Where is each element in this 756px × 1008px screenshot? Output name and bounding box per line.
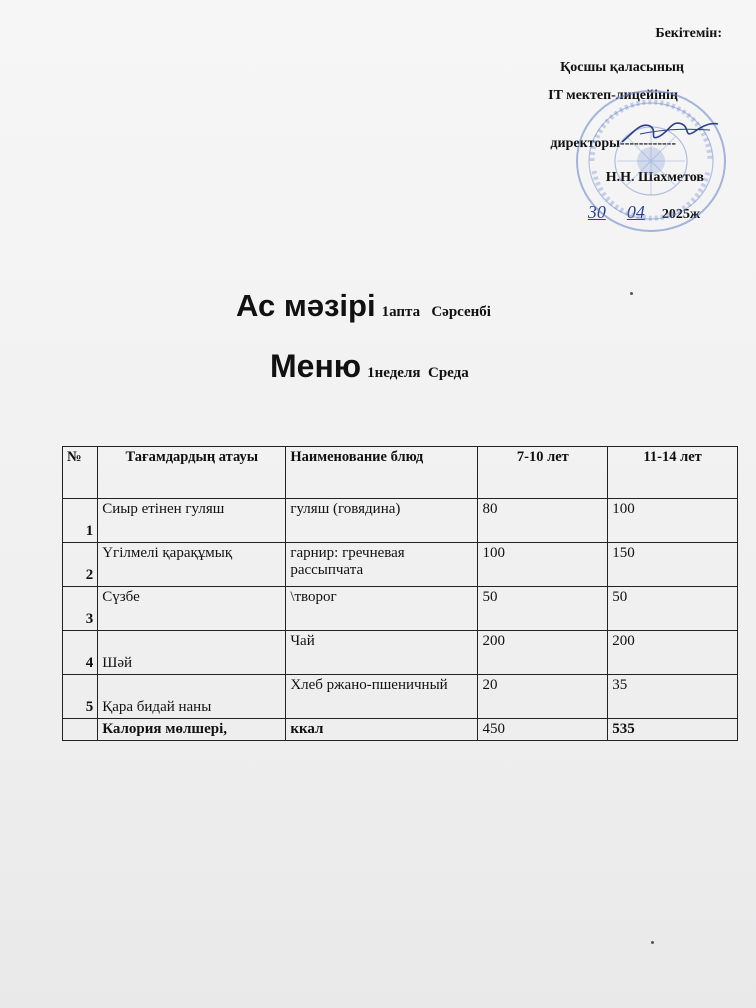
portion-7-10: 80 [478,499,608,543]
row-number: 4 [63,631,98,675]
header-number: № [63,447,98,499]
table-header-row [63,447,738,499]
title-ru-sub: 1неделя Среда [367,365,469,381]
table-row [63,543,738,587]
portion-11-14: 100 [608,499,738,543]
date-day: 30 [587,202,606,222]
dish-name-kz: Үгілмелі қарақұмық [98,543,286,587]
dish-name-kz: Қара бидай наны [98,675,286,719]
header-name-ru: Наименование блюд [286,447,478,499]
official-stamp-icon [572,86,730,236]
dish-name-ru: гуляш (говядина) [286,499,478,543]
dish-name-kz: Сиыр етінен гуляш [98,499,286,543]
portion-11-14: 35 [608,675,738,719]
row-number: 2 [63,543,98,587]
portion-7-10: 20 [478,675,608,719]
date-month: 04 [626,202,645,222]
title-ru [270,348,469,385]
portion-11-14: 150 [608,543,738,587]
approval-city: Қосшы қаласының [560,60,684,75]
dish-name-ru: Хлеб ржано-пшеничный [286,675,478,719]
title-ru-main: Меню [270,348,362,384]
table-row [63,675,738,719]
table-row [63,587,738,631]
portion-11-14: 50 [608,587,738,631]
paper-speck [651,941,654,944]
row-number: 5 [63,675,98,719]
title-kz-sub: 1апта Сәрсенбі [381,304,491,320]
dish-name-ru: Чай [286,631,478,675]
portion-7-10: 200 [478,631,608,675]
table-row [63,631,738,675]
dish-name-ru: гарнир: гречневая рассыпчата [286,543,478,587]
menu-table [62,446,738,741]
approval-director-name: Н.Н. Шахметов [605,170,704,185]
title-kz [236,288,491,324]
table-row [63,499,738,543]
dish-name-kz: Шәй [98,631,286,675]
paper-speck [630,292,633,295]
signature-icon [620,112,720,152]
portion-11-14: 200 [608,631,738,675]
header-age-11-14: 11-14 лет [608,447,738,499]
approval-position: директоры------------ [550,136,676,151]
date-year: 2025ж [661,207,700,222]
total-unit: ккал [286,719,478,741]
dish-name-ru: \творог [286,587,478,631]
header-name-kz: Тағамдардың атауы [98,447,286,499]
approval-school: IT мектеп-лицейінің [548,88,678,103]
portion-7-10: 50 [478,587,608,631]
total-7-10: 450 [478,719,608,741]
title-kz-main: Ас мәзірі [236,288,376,323]
row-number: 1 [63,499,98,543]
dish-name-kz: Сүзбе [98,587,286,631]
total-number-cell [63,719,98,741]
header-age-7-10: 7-10 лет [478,447,608,499]
total-row [63,719,738,741]
row-number: 3 [63,587,98,631]
total-label: Калория мөлшері, [98,719,286,741]
approval-heading: Бекітемін: [655,26,722,41]
portion-7-10: 100 [478,543,608,587]
total-11-14: 535 [608,719,738,741]
